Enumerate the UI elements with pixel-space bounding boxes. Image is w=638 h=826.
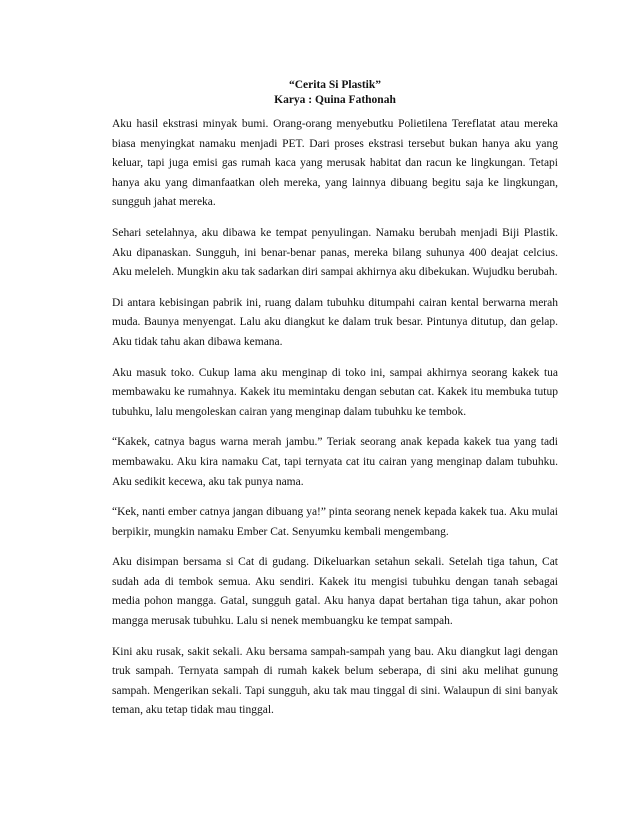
paragraph: Kini aku rusak, sakit sekali. Aku bersama sampah-sampah yang bau. Aku diangkut lagi dengan truk sampah. Ternyata sampah di rumah kakek belum seberapa, di sini aku melihat gunung sampah. Mengerikan sekali. Tapi sungguh, aku tak mau tinggal di sini. Walaupun di sini banyak teman, aku tetap tidak mau tinggal. bbox=[112, 645, 558, 717]
document-page bbox=[112, 78, 558, 732]
paragraph: Aku disimpan bersama si Cat di gudang. Dikeluarkan setahun sekali. Setelah tiga tahun, Cat sudah ada di tembok semua. Aku sendiri. Kakek itu mengisi tubuhku dengan tanah sebagai media pohon mangga. Gatal, sungguh gatal. Aku hanya dapat bertahan tiga tahun, akar pohon mangga merusak tubuhku. Lalu si nenek membuangku ke tempat sampah. bbox=[112, 556, 558, 628]
paragraph: Aku masuk toko. Cukup lama aku menginap di toko ini, sampai akhirnya seorang kakek tua membawaku ke rumahnya. Kakek itu memintaku dengan sebutan cat. Kakek itu membuka tutup tubuhku, lalu mengoleskan cairan yang menginap dalam tubuhku ke tembok. bbox=[112, 366, 558, 418]
paragraph: “Kek, nanti ember catnya jangan dibuang ya!” pinta seorang nenek kepada kakek tua. Aku mulai berpikir, mungkin namaku Ember Cat. Senyumku kembali mengembang. bbox=[112, 506, 558, 538]
paragraph: Aku hasil ekstrasi minyak bumi. Orang-orang menyebutku Polietilena Tereflatat atau mereka biasa menyingkat namaku menjadi PET. Dari proses ekstrasi tersebut bukan hanya aku yang keluar, tapi juga emisi gas rumah kaca yang merusak habitat dan racun ke lingkungan. Tetapi hanya aku yang dimanfaatkan oleh mereka, yang lainnya dibuang begitu saja ke lingkungan, sungguh jahat mereka. bbox=[112, 118, 558, 209]
paragraph: Sehari setelahnya, aku dibawa ke tempat penyulingan. Namaku berubah menjadi Biji Plastik. Aku dipanaskan. Sungguh, ini benar-benar panas, mereka bilang suhunya 400 deajat celcius. Aku meleleh. Mungkin aku tak sadarkan diri sampai akhirnya aku dibekukan. Wujudku berubah. bbox=[112, 226, 558, 279]
story-title: “Cerita Si Plastik” bbox=[289, 79, 381, 91]
author-byline: Karya : Quina Fathonah bbox=[274, 94, 396, 106]
paragraph: “Kakek, catnya bagus warna merah jambu.” Teriak seorang anak kepada kakek tua yang tadi membawaku. Aku kira namaku Cat, tapi ternyata cat itu cairan yang menginap dalam tubuhku. Aku sedikit kecewa, aku tak punya nama. bbox=[112, 436, 558, 488]
paragraph: Di antara kebisingan pabrik ini, ruang dalam tubuhku ditumpahi cairan kental berwarna merah muda. Baunya menyengat. Lalu aku diangkut ke dalam truk besar. Pintunya ditutup, dan gelap. Aku tidak tahu akan dibawa kemana. bbox=[112, 296, 558, 348]
